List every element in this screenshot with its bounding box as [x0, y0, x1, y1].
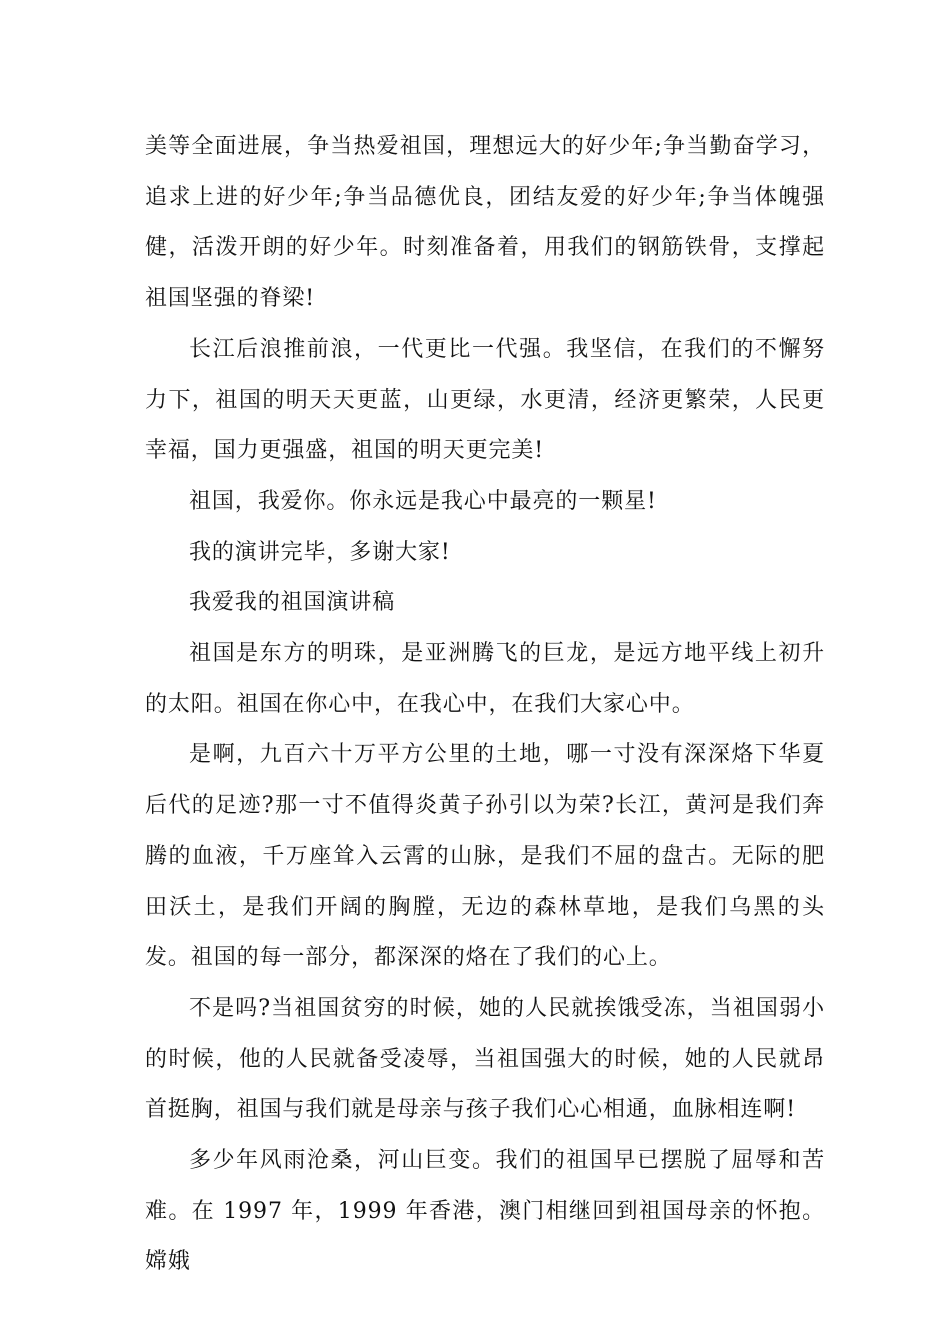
- paragraph-2: 长江后浪推前浪，一代更比一代强。我坚信，在我们的不懈努力下，祖国的明天天更蓝，山更绿，水更清，经济更繁荣，人民更幸福，国力更强盛，祖国的明天更完美!: [145, 336, 825, 464]
- paragraph-4: 我的演讲完毕，多谢大家!: [189, 539, 451, 565]
- paragraph-5: 祖国是东方的明珠，是亚洲腾飞的巨龙，是远方地平线上初升的太阳。祖国在你心中，在我心中，在我们大家心中。: [145, 641, 825, 717]
- paragraph-7: 不是吗?当祖国贫穷的时候，她的人民就挨饿受冻，当祖国弱小的时候，他的人民就备受凌辱，当祖国强大的时候，她的人民就昂首挺胸，祖国与我们就是母亲与孩子我们心心相通，血脉相连啊!: [145, 995, 825, 1123]
- document-page: [145, 122, 825, 1288]
- paragraph-3: 祖国，我爱你。你永远是我心中最亮的一颗星!: [189, 488, 657, 514]
- paragraph-6: 是啊，九百六十万平方公里的土地，哪一寸没有深深烙下华夏后代的足迹?那一寸不值得炎黄子孙引以为荣?长江，黄河是我们奔腾的血液，千万座耸入云霄的山脉，是我们不屈的盘古。无际的肥田沃土，是我们开阔的胸膛，无边的森林草地，是我们乌黑的头发。祖国的每一部分，都深深的烙在了我们的心上。: [145, 742, 825, 971]
- paragraph-1: 美等全面进展，争当热爱祖国，理想远大的好少年;争当勤奋学习，追求上进的好少年;争当品德优良，团结友爱的好少年;争当体魄强健，活泼开朗的好少年。时刻准备着，用我们的钢筋铁骨，支撑起祖国坚强的脊梁!: [145, 134, 825, 312]
- section-title: 我爱我的祖国演讲稿: [189, 590, 396, 616]
- paragraph-8: 多少年风雨沧桑，河山巨变。我们的祖国早已摆脱了屈辱和苦难。在 1997 年，1999 年香港，澳门相继回到祖国母亲的怀抱。嫦娥: [145, 1148, 825, 1275]
